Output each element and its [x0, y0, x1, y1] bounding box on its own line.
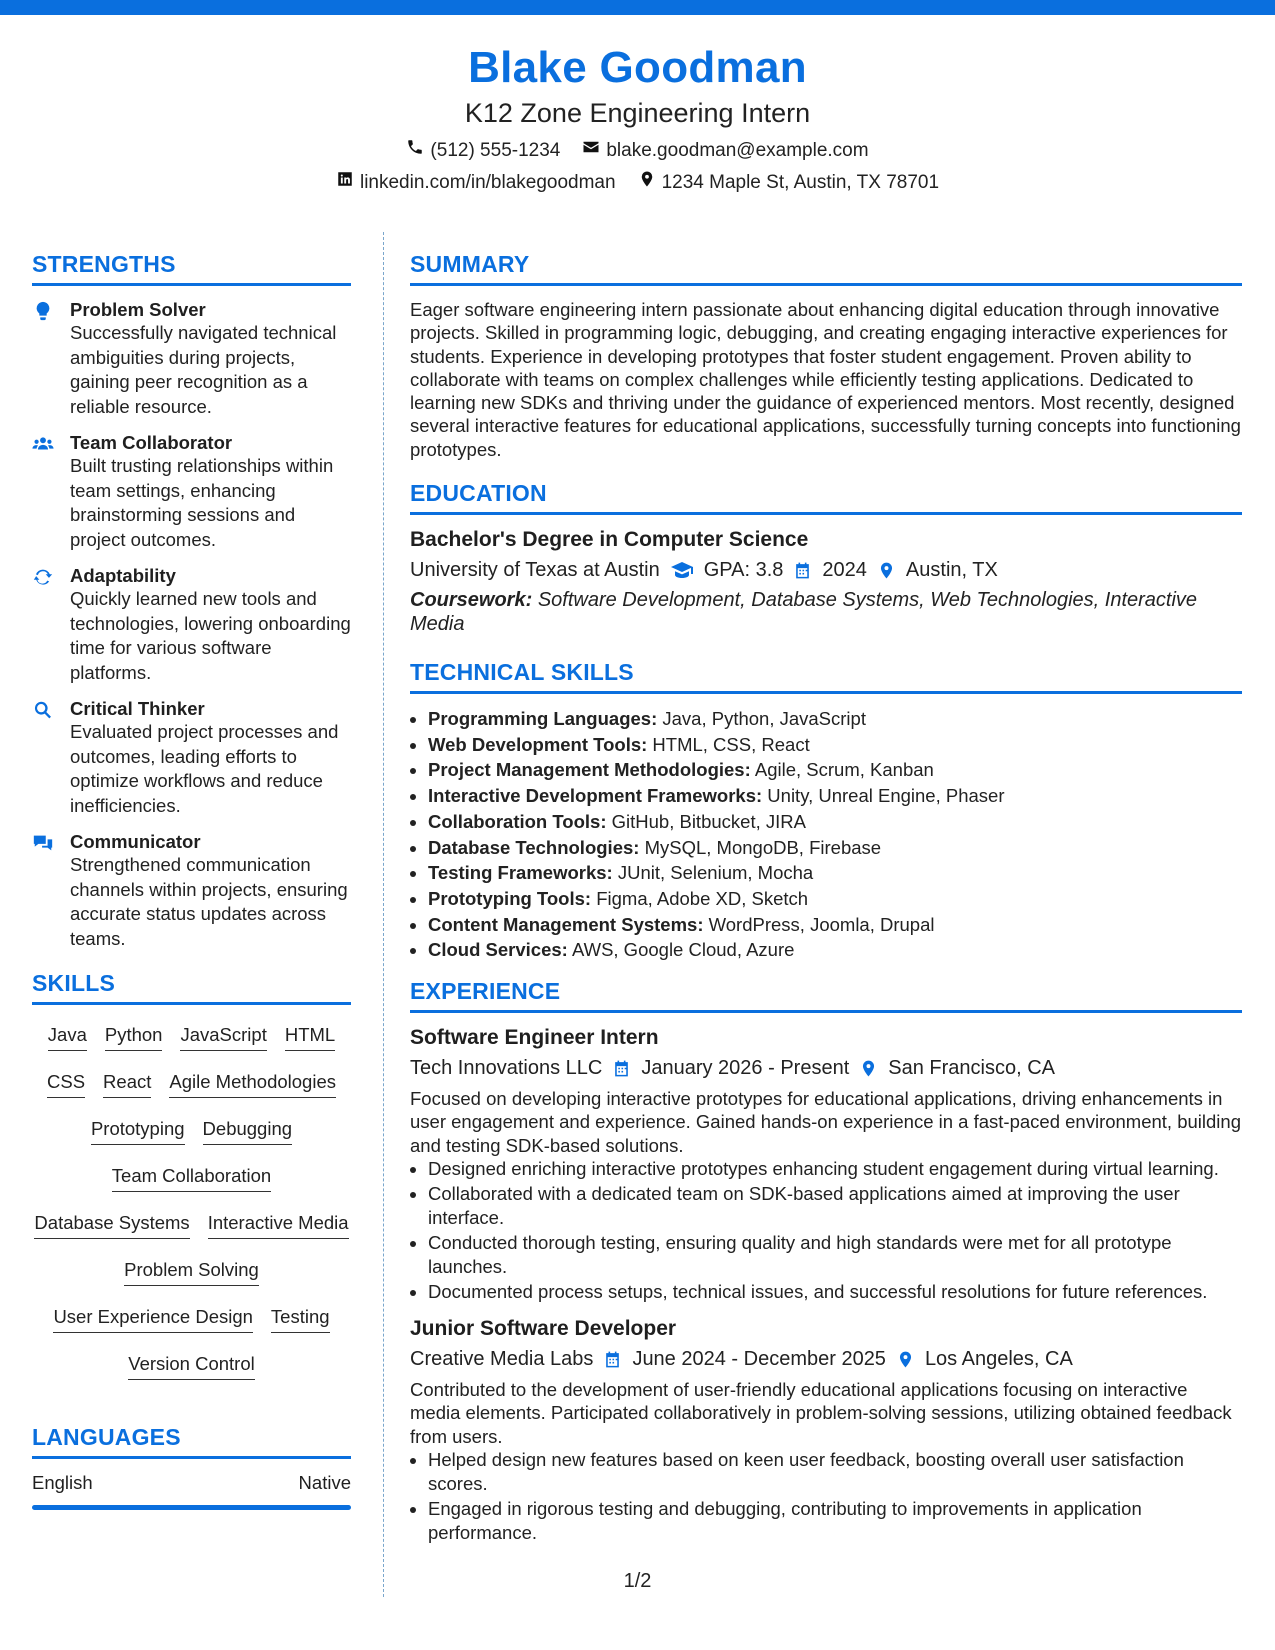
skill-values: Unity, Unreal Engine, Phaser — [767, 785, 1005, 807]
job-dates: June 2024 - December 2025 — [632, 1348, 886, 1370]
skill-tag: Agile Methodologies — [169, 1070, 336, 1098]
map-pin-icon — [896, 1350, 915, 1369]
job-meta — [410, 1055, 1242, 1081]
strength-title: Critical Thinker — [70, 698, 205, 719]
contact-line-2 — [0, 170, 1275, 195]
phone-text: (512) 555-1234 — [430, 139, 561, 161]
language-row — [32, 1471, 351, 1495]
list-item — [428, 860, 1242, 886]
email-text: blake.goodman@example.com — [606, 139, 869, 161]
job-bullets — [410, 1157, 1242, 1304]
coursework — [410, 589, 1242, 636]
strength-item — [32, 697, 351, 818]
resume-header — [0, 42, 1275, 195]
language-proficiency-bar — [32, 1505, 351, 1510]
skill-category: Prototyping Tools: — [428, 888, 592, 909]
skill-tag: JavaScript — [180, 1023, 266, 1051]
list-item — [428, 757, 1242, 783]
candidate-name: Blake Goodman — [468, 43, 807, 92]
technical-skills-heading: TECHNICAL SKILLS — [410, 658, 1242, 694]
skill-category: Database Technologies: — [428, 836, 640, 858]
education-location: Austin, TX — [905, 559, 998, 582]
list-item — [428, 835, 1242, 861]
job-location: San Francisco, CA — [888, 1057, 1055, 1080]
map-pin-icon — [877, 561, 896, 580]
right-column — [410, 250, 1242, 1546]
graduation-cap-icon — [670, 558, 694, 582]
strength-desc: Quickly learned new tools and technologies, lowering onboarding time for various software platforms. — [70, 588, 351, 683]
languages-heading: LANGUAGES — [32, 1423, 351, 1459]
skill-category: Web Development Tools: — [428, 733, 648, 755]
map-pin-icon — [638, 170, 656, 195]
strengths-heading: STRENGTHS — [32, 250, 351, 286]
skill-tag: Problem Solving — [124, 1258, 259, 1286]
language-level: Native — [298, 1472, 351, 1493]
skill-tag: Interactive Media — [208, 1211, 349, 1239]
list-item: • Engaged in rigorous testing and debugging, contributing to improvements in application performance. — [428, 1497, 1242, 1546]
skill-values: MySQL, MongoDB, Firebase — [644, 836, 882, 858]
skill-tag: CSS — [47, 1070, 85, 1098]
company-name: Creative Media Labs — [410, 1348, 594, 1370]
job-summary: Focused on developing interactive prototypes for educational applications, driving enhancements in user engagement and experience. Gained hands-on experience in a fast-paced environment, building and testing SDK-based solutions. — [410, 1088, 1241, 1156]
contact-line-1 — [0, 138, 1275, 163]
left-column — [32, 250, 351, 1510]
map-pin-icon — [859, 1059, 878, 1078]
skill-tag: HTML — [285, 1023, 335, 1051]
gpa-text: GPA: 3.8 — [703, 559, 784, 582]
strength-desc: Successfully navigated technical ambiguities during projects, gaining peer recognition as a reliable resource. — [70, 322, 337, 417]
sync-icon — [32, 566, 54, 588]
skill-category: Collaboration Tools: — [428, 810, 607, 832]
linkedin-icon — [336, 170, 354, 195]
job-summary: Contributed to the development of user-friendly educational applications focusing on interactive media elements. Participated collaboratively in problem-solving sessions, utilizing obtained feedback from users. — [410, 1379, 1232, 1447]
top-accent-bar — [0, 0, 1275, 15]
skill-values: WordPress, Joomla, Drupal — [708, 913, 935, 935]
degree-title: Bachelor's Degree in Computer Science — [410, 528, 809, 552]
list-item — [428, 706, 1242, 732]
skill-values: Figma, Adobe XD, Sketch — [596, 888, 809, 909]
strength-desc: Evaluated project processes and outcomes, leading efforts to optimize workflows and reduce inefficiencies. — [70, 721, 339, 816]
coursework-label: Coursework: — [410, 589, 533, 612]
strength-item — [32, 431, 351, 552]
strength-desc: Built trusting relationships within team settings, enhancing brainstorming sessions and project outcomes. — [70, 455, 334, 550]
job-bullets — [410, 1448, 1242, 1546]
language-name: English — [32, 1472, 93, 1493]
education-meta — [410, 557, 1242, 583]
experience-heading: EXPERIENCE — [410, 977, 1242, 1013]
skill-tag: Python — [105, 1023, 163, 1051]
strength-title: Adaptability — [70, 565, 176, 586]
strength-item — [32, 564, 351, 685]
calendar-icon — [793, 561, 812, 580]
list-item: • Documented process setups, technical issues, and successful resolutions for future references. — [428, 1280, 1242, 1305]
technical-skills-list — [410, 706, 1242, 963]
list-item: • Conducted thorough testing, ensuring quality and high standards were met for all prototype launches. — [428, 1231, 1242, 1280]
skill-tag: Testing — [271, 1305, 330, 1333]
skill-category: Programming Languages: — [428, 708, 658, 730]
strength-item — [32, 830, 351, 951]
coursework-list: Software Development, Database Systems, Web Technologies, Interactive Media — [410, 589, 1198, 635]
skill-category: Content Management Systems: — [428, 913, 704, 935]
skill-values: Agile, Scrum, Kanban — [754, 759, 934, 781]
skill-values: HTML, CSS, React — [652, 733, 810, 755]
strength-title: Problem Solver — [70, 299, 206, 320]
search-icon — [32, 699, 54, 721]
graduation-year: 2024 — [822, 559, 867, 582]
job-dates: January 2026 - Present — [641, 1057, 850, 1080]
skill-values: AWS, Google Cloud, Azure — [571, 939, 795, 961]
job-entry — [410, 1025, 1242, 1304]
linkedin-text: linkedin.com/in/blakegoodman — [359, 171, 616, 193]
list-item: • Designed enriching interactive prototypes enhancing student engagement during virtual learning. — [428, 1157, 1242, 1182]
skills-list — [32, 1017, 351, 1393]
skill-tag: User Experience Design — [53, 1305, 252, 1333]
list-item — [428, 732, 1242, 758]
address-contact — [638, 170, 939, 195]
job-meta — [410, 1346, 1242, 1372]
skill-tag: Prototyping — [91, 1117, 185, 1145]
summary-text: Eager software engineering intern passionate about enhancing digital education through innovative projects. Skilled in programming logic, debugging, and creating engaging interactive experiences for students. Experience in developing prototypes that foster student engagement. Proven ability to collaborate with teams on complex challenges while efficiently testing applications. Dedicated to learning new SDKs and thriving under the guidance of experienced mentors. Most recently, designed several interactive features for educational applications, successfully turning concepts into functioning prototypes. — [410, 299, 1241, 460]
skill-category: Project Management Methodologies: — [428, 759, 751, 781]
strength-desc: Strengthened communication channels within projects, ensuring accurate status updates across teams. — [70, 854, 348, 949]
comments-icon — [32, 832, 54, 854]
summary-heading: SUMMARY — [410, 250, 1242, 286]
candidate-title: K12 Zone Engineering Intern — [464, 98, 811, 128]
education-heading: EDUCATION — [410, 479, 1242, 515]
skill-values: GitHub, Bitbucket, JIRA — [611, 810, 806, 832]
calendar-icon — [603, 1350, 622, 1369]
skill-values: JUnit, Selenium, Mocha — [617, 862, 814, 884]
users-icon — [32, 433, 54, 455]
linkedin-contact[interactable] — [336, 170, 616, 195]
page-indicator: 1/2 — [623, 1570, 652, 1592]
strength-title: Communicator — [70, 831, 201, 852]
phone-icon — [406, 138, 424, 163]
email-contact[interactable] — [582, 138, 868, 163]
address-text: 1234 Maple St, Austin, TX 78701 — [661, 171, 940, 193]
skill-tag: React — [103, 1070, 151, 1098]
list-item — [428, 912, 1242, 938]
envelope-icon — [582, 138, 600, 163]
company-name: Tech Innovations LLC — [410, 1057, 603, 1080]
strength-title: Team Collaborator — [70, 432, 233, 453]
skill-tag: Debugging — [203, 1117, 293, 1145]
job-entry — [410, 1316, 1242, 1546]
job-title: Junior Software Developer — [410, 1317, 677, 1340]
calendar-icon — [612, 1059, 631, 1078]
list-item — [428, 783, 1242, 809]
skill-tag: Java — [48, 1023, 87, 1051]
list-item: • Helped design new features based on keen user feedback, boosting overall user satisfaction scores. — [428, 1448, 1242, 1497]
job-location: Los Angeles, CA — [924, 1348, 1073, 1370]
list-item — [428, 886, 1242, 912]
skill-category: Cloud Services: — [428, 939, 568, 961]
list-item — [428, 809, 1242, 835]
lightbulb-icon — [32, 300, 54, 322]
skill-category: Interactive Development Frameworks: — [428, 785, 763, 807]
skill-category: Testing Frameworks: — [428, 862, 613, 884]
skills-heading: SKILLS — [32, 969, 351, 1005]
school-name: University of Texas at Austin — [410, 559, 660, 582]
column-divider — [383, 232, 384, 1597]
skill-tag: Team Collaboration — [112, 1164, 271, 1192]
skill-tag: Version Control — [128, 1352, 254, 1380]
skill-values: Java, Python, JavaScript — [662, 708, 866, 730]
list-item: • Collaborated with a dedicated team on SDK-based applications aimed at improving the user interface. — [428, 1182, 1242, 1231]
skill-tag: Database Systems — [34, 1211, 189, 1239]
job-title: Software Engineer Intern — [410, 1026, 659, 1050]
phone-contact[interactable] — [406, 138, 560, 163]
list-item — [428, 937, 1242, 963]
strength-item — [32, 298, 351, 419]
